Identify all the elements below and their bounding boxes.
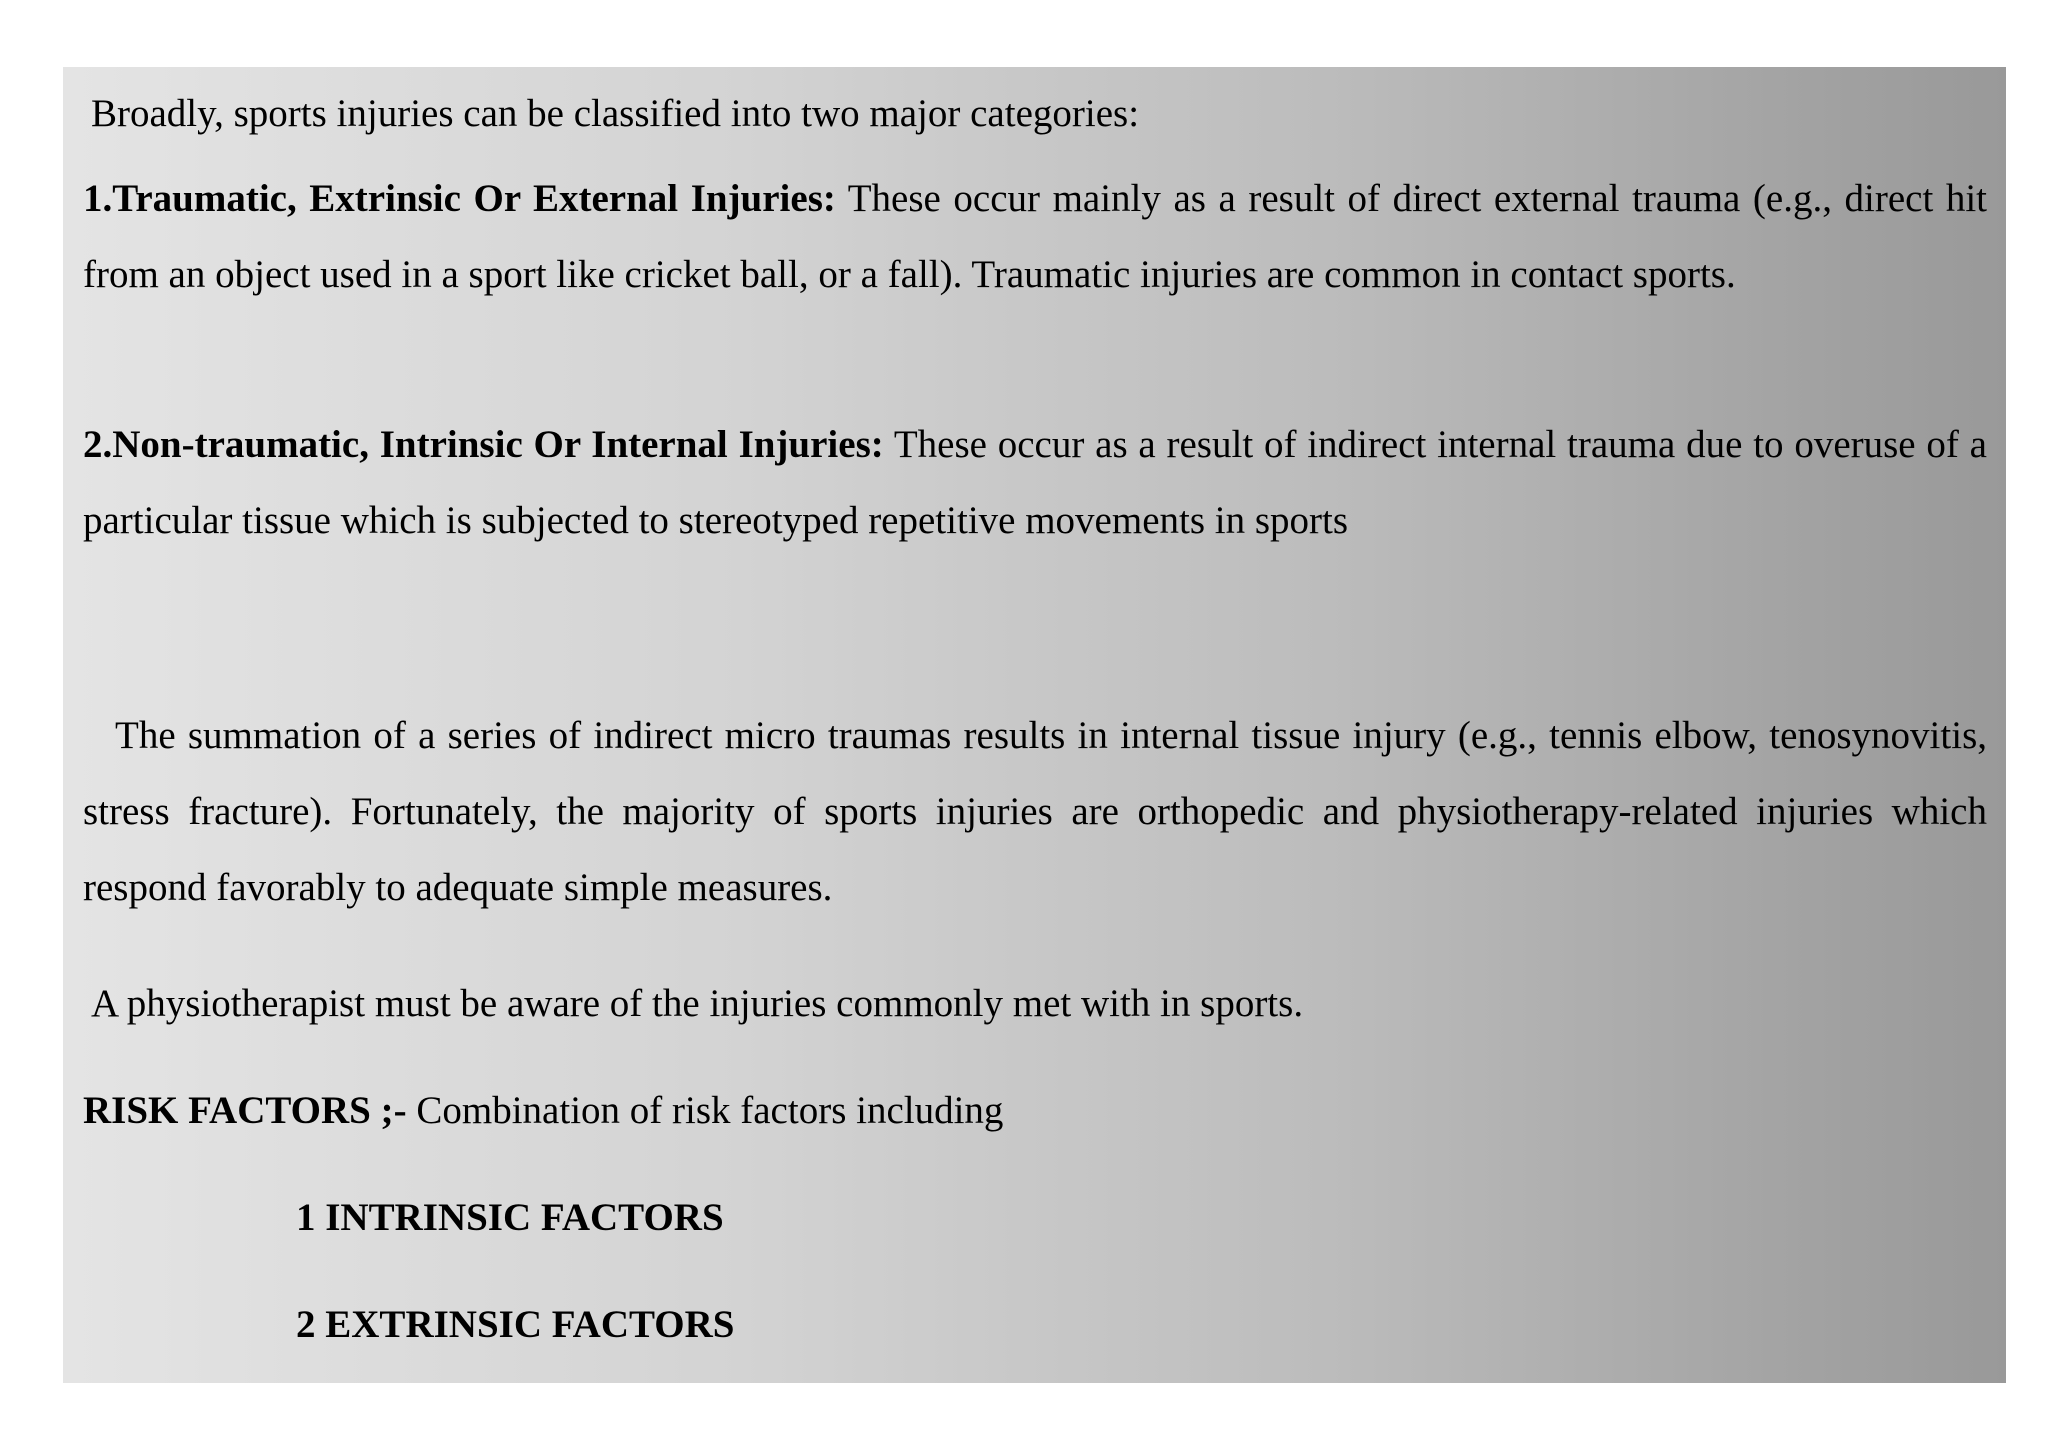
slide-panel bbox=[63, 67, 2006, 1383]
summation-paragraph bbox=[83, 698, 1987, 926]
non-traumatic-injuries-heading: 2.Non-traumatic, Intrinsic Or Internal Injuries: bbox=[83, 423, 884, 466]
risk-factors-body: Combination of risk factors including bbox=[416, 1089, 1004, 1132]
intrinsic-factors-item: 1 INTRINSIC FACTORS bbox=[296, 1196, 724, 1239]
intro-paragraph: Broadly, sports injuries can be classified into two major categories: bbox=[91, 92, 1140, 135]
traumatic-injuries-paragraph bbox=[83, 161, 1987, 313]
traumatic-injuries-body: These occur mainly as a result of direct external trauma (e.g., direct hit from an object used in a sport like cricket ball, or a fall). Traumatic injuries are common in contact sports. bbox=[83, 177, 1988, 296]
physiotherapist-awareness-paragraph: A physiotherapist must be aware of the injuries commonly met with in sports. bbox=[91, 982, 1304, 1025]
risk-factors-heading: RISK FACTORS ;- bbox=[83, 1089, 407, 1132]
risk-factors-paragraph bbox=[83, 1073, 1987, 1149]
extrinsic-factors-item: 2 EXTRINSIC FACTORS bbox=[296, 1303, 735, 1346]
summation-text: The summation of a series of indirect micro traumas results in internal tissue injury (e.g., tennis elbow, tenosynovitis, stress fracture). Fortunately, the majority of sports injuries are orthopedic and physiotherapy-related injuries which respond favorably to adequate simple measures. bbox=[83, 714, 1987, 909]
non-traumatic-injuries-paragraph bbox=[83, 407, 1987, 559]
non-traumatic-injuries-body: These occur as a result of indirect internal trauma due to overuse of a particular tissue which is subjected to stereotyped repetitive movements in sports bbox=[83, 423, 1987, 542]
traumatic-injuries-heading: 1.Traumatic, Extrinsic Or External Injuries: bbox=[83, 177, 836, 220]
